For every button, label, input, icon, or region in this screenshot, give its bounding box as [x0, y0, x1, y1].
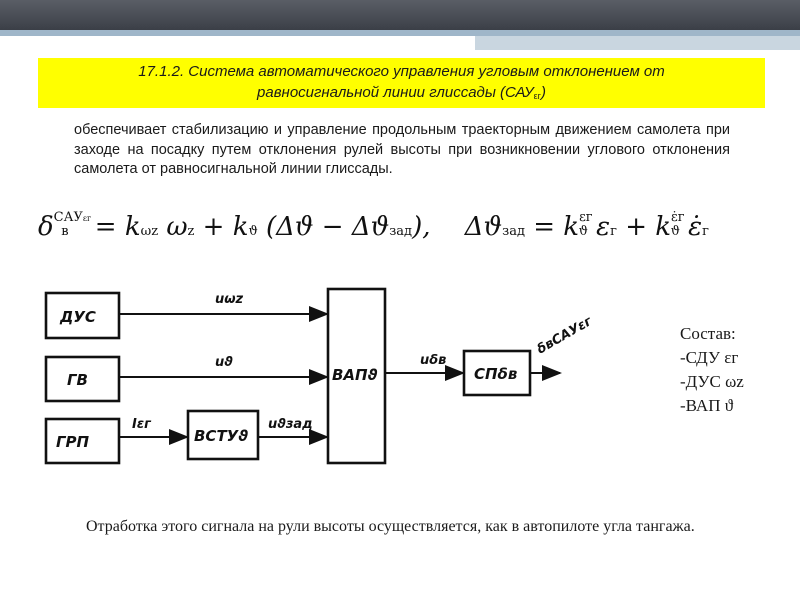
signal-u-theta-zad: uϑзад: [268, 417, 313, 432]
formula-sub-label: в: [61, 224, 69, 239]
composition-item: -ВАП ϑ: [680, 396, 734, 415]
description-paragraph: обеспечивает стабилизацию и управление продольным траекторным движением самолета при заходе на посадку путем отклонения рулей высоты при возникновении углового отклонения самолета от равносигнальной линии глиссады.: [74, 122, 730, 177]
label-vstu: ВСТУϑ: [194, 427, 249, 445]
formula-sup-label: САУεг: [53, 210, 92, 225]
label-dus: ДУС: [60, 308, 96, 326]
composition-heading: Состав:: [680, 324, 736, 343]
signal-u-delta: uδв: [420, 353, 447, 368]
composition-item: -СДУ εг: [680, 348, 739, 367]
composition-item: -ДУС ωz: [680, 372, 744, 391]
title-line-1: 17.1.2. Система автоматического управления угловым отклонением от: [138, 63, 665, 80]
title-subscript: εг: [533, 91, 541, 101]
label-spb: СПδв: [474, 365, 518, 383]
signal-i-eps: Iεг: [132, 417, 151, 432]
label-grp: ГРП: [56, 433, 90, 451]
signal-output: δвСАУεг: [534, 314, 595, 358]
composition-list: [680, 322, 744, 418]
formula-delta: δ: [38, 212, 54, 242]
label-gv: ГВ: [67, 371, 88, 389]
signal-u-omega: uωz: [215, 292, 244, 307]
label-vap: ВАПϑ: [332, 366, 378, 384]
bottom-note: Отработка этого сигнала на рули высоты осуществляется, как в автопилоте угла тангажа.: [86, 518, 695, 535]
title-line-2: равносигнальной линии глиссады $(САУ_{\varepsilon г})$: [257, 84, 546, 101]
control-law-formula: $\delta^{САУ\varepsilon г}в = k\omega z$ ωz + kϑ (Δϑ − Δϑзад), $\Delta ϑзад = k^{\varepsilon г}ϑ$ $\varepsilon г + k^{\varepsiloṅг}ϑ$ ε̇г: [38, 210, 709, 242]
signal-u-theta: uϑ: [215, 355, 233, 370]
